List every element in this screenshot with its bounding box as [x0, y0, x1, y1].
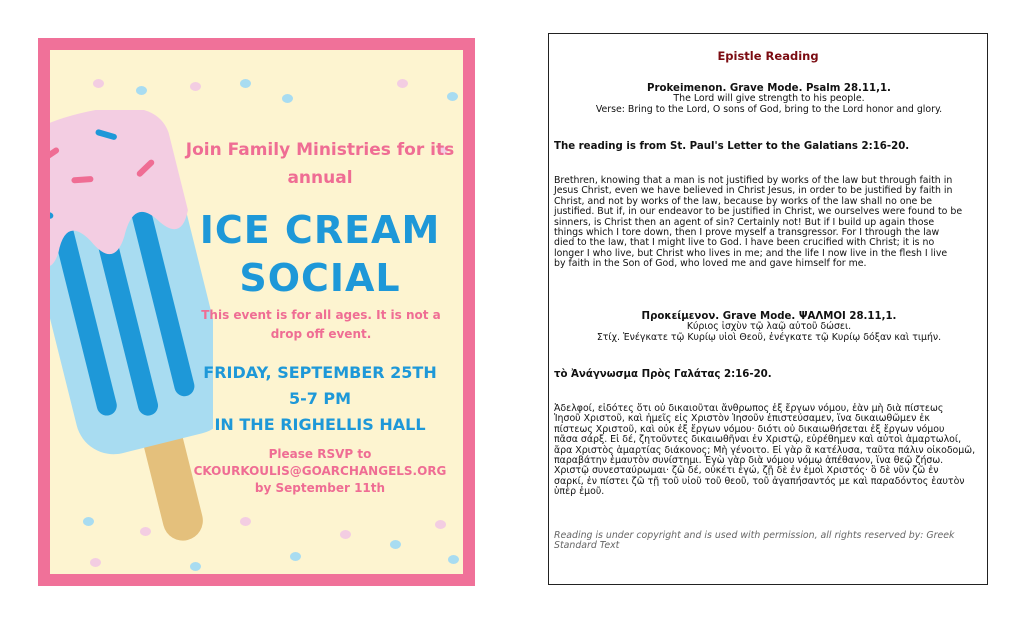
prokeimenon-heading: Prokeimenon. Grave Mode. Psalm 28.11,1.: [647, 83, 891, 94]
greek-reading-line: Ἀδελφοί, εἰδότες ὅτι οὐ δικαιοῦται ἄνθρωπος ἐξ ἔργων νόμου, ἐὰν μὴ διὰ πίστεως: [554, 403, 944, 414]
event-flyer: [38, 38, 475, 586]
ages-line: drop off event.: [270, 327, 372, 341]
greek-reading-line: πᾶσα σάρξ. Εἰ δέ, ζητοῦντες δικαιωθῆναι ἐν Χριστῷ, εὑρέθημεν καὶ αὐτοὶ ἁμαρτωλοί,: [554, 434, 962, 446]
greek-reading-heading: τὸ Ἀνάγνωσμα Πρὸς Γαλάτας 2:16-20.: [554, 369, 772, 380]
rsvp-deadline: by September 11th: [254, 481, 386, 495]
reading-line: Brethren, knowing that a man is not justified by works of the law but through faith in: [554, 175, 953, 186]
event-place: IN THE RIGHELLIS HALL: [214, 415, 426, 434]
title-line: ICE CREAM: [199, 208, 441, 252]
footer-line: Standard Text: [554, 540, 620, 552]
greek-reading-line: ἄρα Χριστὸς ἁμαρτίας διάκονος; Μὴ γένοιτο. Εἰ γὰρ ἃ κατέλυσα, ταῦτα πάλιν οἰκοδομῶ,: [554, 444, 976, 456]
footer-line: Reading is under copyright and is used with permission, all rights reserved by: Greek: [554, 530, 955, 541]
greek-reading-line: Χριστῷ συνεσταύρωμαι· ζῶ δέ, οὐκέτι ἐγώ, ζῇ δὲ ἐν ἐμοὶ Χριστός· ὃ δὲ νῦν ζῶ ἐν: [554, 465, 939, 477]
confetti-dot: [240, 517, 251, 526]
confetti-dot: [282, 94, 293, 103]
greek-prokeimenon-verse: Στίχ. Ἐνέγκατε τῷ Κυρίῳ υἱοὶ Θεοῦ, ἐνέγκατε τῷ Κυρίῳ δόξαν καὶ τιμήν.: [596, 331, 942, 343]
flyer-background: [50, 50, 463, 574]
lead-line: Join Family Ministries for its: [185, 140, 455, 160]
reading-line: longer I who live, but Christ who lives in me; and the life I now live in the flesh I live: [554, 247, 948, 259]
copyright-footer: [554, 531, 984, 552]
rsvp-email: CKOURKOULIS@GOARCHANGELS.ORG: [193, 464, 447, 478]
confetti-dot: [93, 79, 104, 88]
confetti-dot: [136, 86, 147, 95]
greek-prokeimenon-heading: Προκείμενον. Grave Mode. ΨΑΛΜΟΙ 28.11,1.: [641, 311, 897, 322]
epistle-reading-page: [548, 33, 988, 585]
reading-line: things which I tore down, then I prove myself a transgressor. For I through the law: [554, 227, 940, 239]
confetti-dot: [435, 520, 446, 529]
confetti-dot: [190, 562, 201, 571]
flyer-title: [180, 206, 460, 302]
reading-line: by faith in the Son of God, who loved me and gave himself for me.: [554, 258, 867, 270]
event-date: FRIDAY, SEPTEMBER 25TH: [203, 363, 437, 382]
reading-line: Jesus Christ, even we have believed in Christ Jesus, in order to be justified by faith in: [554, 185, 953, 197]
event-time: 5-7 PM: [288, 389, 352, 408]
reading-line: justified. But if, in our endeavor to be justified in Christ, we ourselves were found to be: [554, 206, 963, 218]
confetti-dot: [390, 540, 401, 549]
reading-line: sinners, is Christ then an agent of sin? Certainly not! But if I build up again those: [554, 216, 935, 228]
ages-line: This event is for all ages. It is not a: [201, 308, 441, 322]
flyer-event-details: [180, 360, 460, 438]
reading-line: died to the law, that I might live to God. I have been crucified with Christ; it is no: [554, 237, 935, 249]
greek-reading-line: πίστεως Χριστοῦ, καὶ οὐκ ἐξ ἔργων νόμου· διότι οὐ δικαιωθήσεται ἐξ ἔργων νόμου: [554, 423, 945, 435]
confetti-dot: [447, 92, 458, 101]
greek-prokeimenon-block: [554, 312, 984, 343]
greek-reading-line: σαρκί, ἐν πίστει ζῶ τῇ τοῦ υἱοῦ τοῦ θεοῦ, τοῦ ἀγαπήσαντός με καὶ παραδόντος ἑαυτὸν: [554, 475, 965, 487]
flyer-lead-text: [180, 136, 460, 192]
lead-line: annual: [287, 168, 353, 188]
greek-prokeimenon-line: Κύριος ἰσχὺν τῷ λαῷ αὐτοῦ δώσει.: [686, 321, 852, 333]
reading-line: Christ, and not by works of the law, because by works of the law shall no one be: [554, 195, 932, 207]
confetti-dot: [190, 82, 201, 91]
rsvp-line: Please RSVP to: [268, 447, 372, 461]
confetti-dot: [90, 558, 101, 567]
epistle-title: Epistle Reading: [717, 49, 819, 63]
confetti-dot: [397, 79, 408, 88]
flyer-rsvp: [180, 446, 460, 497]
prokeimenon-line: The Lord will give strength to his people.: [673, 93, 865, 105]
reading-text: [554, 176, 984, 270]
reading-heading: The reading is from St. Paul's Letter to the Galatians 2:16-20.: [554, 141, 910, 152]
confetti-dot: [290, 552, 301, 561]
confetti-dot: [240, 79, 251, 88]
confetti-dot: [448, 555, 459, 564]
greek-reading-text: [554, 404, 984, 498]
prokeimenon-block: [554, 84, 984, 115]
flyer-ages-note: [190, 306, 452, 344]
confetti-dot: [340, 530, 351, 539]
greek-reading-line: ὑπὲρ ἐμοῦ.: [554, 486, 605, 498]
prokeimenon-verse: Verse: Bring to the Lord, O sons of God, bring to the Lord honor and glory.: [595, 103, 943, 115]
greek-reading-line: παραβάτην ἐμαυτὸν συνίστημι. Ἐγὼ γὰρ διὰ νόμου νόμῳ ἀπέθανον, ἵνα θεῷ ζήσω.: [554, 455, 944, 467]
greek-reading-line: Ἰησοῦ Χριστοῦ, καὶ ἡμεῖς εἰς Χριστὸν Ἰησοῦν ἐπιστεύσαμεν, ἵνα δικαιωθῶμεν ἐκ: [554, 413, 930, 425]
title-line: SOCIAL: [239, 256, 401, 300]
